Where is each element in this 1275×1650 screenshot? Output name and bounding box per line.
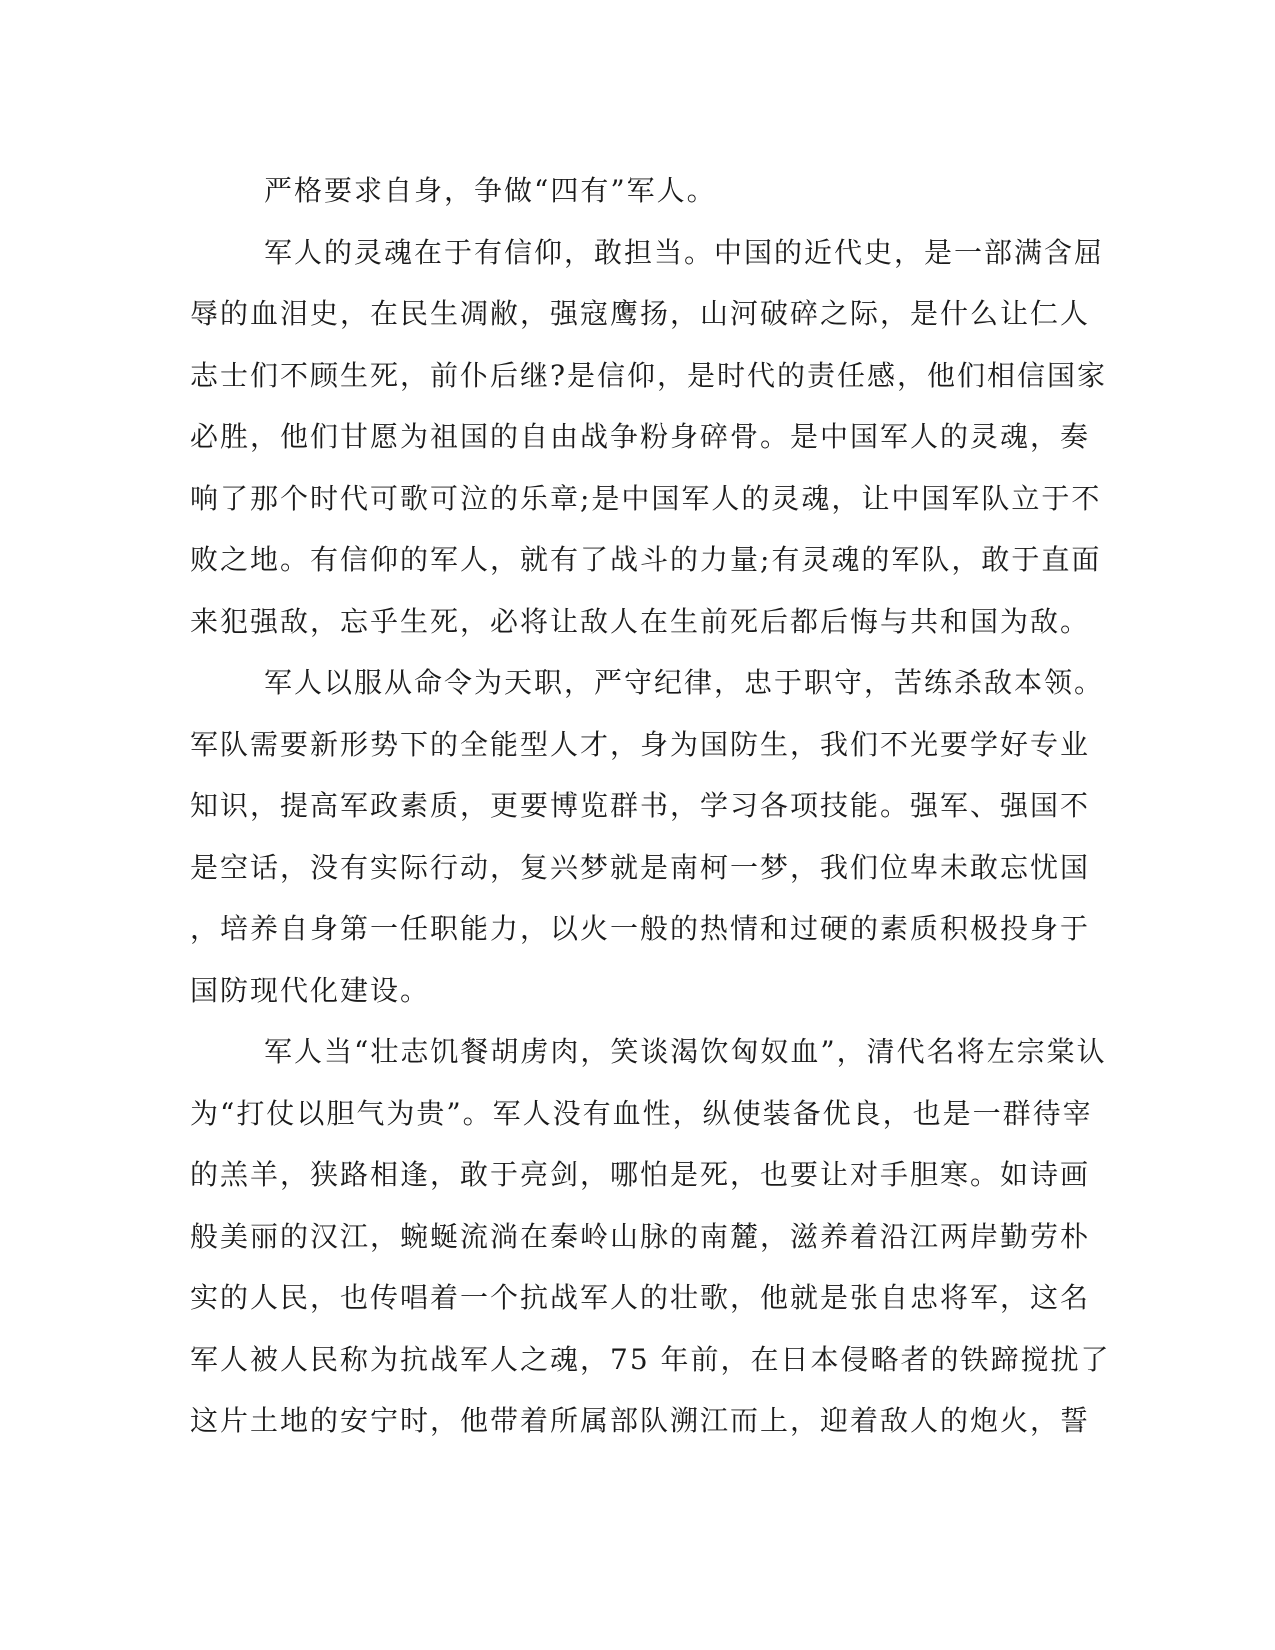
text-line: 为“打仗以胆气为贵”。军人没有血性，纵使装备优良，也是一群待宰 [190, 1096, 1093, 1130]
text-line: 是空话，没有实际行动，复兴梦就是南柯一梦，我们位卑未敢忘忧国 [190, 850, 1091, 884]
text-line: 军人以服从命令为天职，严守纪律，忠于职守，苦练杀敌本领。 [264, 666, 1105, 699]
text-line: 败之地。有信仰的军人，就有了战斗的力量;有灵魂的军队，敢于直面 [190, 543, 1102, 576]
text-line: 严格要求自身，争做“四有”军人。 [264, 174, 717, 207]
text-line: 军人被人民称为抗战军人之魂，75 年前，在日本侵略者的铁蹄搅扰了 [190, 1342, 1111, 1376]
text-line: 志士们不顾生死，前仆后继?是信仰，是时代的责任感，他们相信国家 [190, 358, 1108, 392]
text-line: 知识，提高军政素质，更要博览群书，学习各项技能。强军、强国不 [190, 789, 1091, 822]
text-line: 这片土地的安宁时，他带着所属部队溯江而上，迎着敌人的炮火，誓 [190, 1404, 1091, 1437]
text-line: 辱的血泪史，在民生凋敝，强寇鹰扬，山河破碎之际，是什么让仁人 [190, 297, 1091, 330]
text-line: 的羔羊，狭路相逢，敢于亮剑，哪怕是死，也要让对手胆寒。如诗画 [190, 1158, 1091, 1191]
text-line: 军人当“壮志饥餐胡虏肉，笑谈渴饮匈奴血”，清代名将左宗棠认 [264, 1035, 1107, 1068]
text-line: 军队需要新形势下的全能型人才，身为国防生，我们不光要学好专业 [190, 727, 1091, 761]
text-line: 来犯强敌，忘乎生死，必将让敌人在生前死后都后悔与共和国为敌。 [190, 604, 1091, 638]
text-line: 军人的灵魂在于有信仰，敢担当。中国的近代史，是一部满含屈 [264, 235, 1105, 269]
text-line: ，培养自身第一任职能力，以火一般的热情和过硬的素质积极投身于 [190, 912, 1091, 945]
text-line: 国防现代化建设。 [190, 973, 431, 1007]
text-line: 实的人民，也传唱着一个抗战军人的壮歌，他就是张自忠将军，这名 [190, 1281, 1091, 1314]
text-line: 响了那个时代可歌可泣的乐章;是中国军人的灵魂，让中国军队立于不 [190, 481, 1102, 515]
text-line: 必胜，他们甘愿为祖国的自由战争粉身碎骨。是中国军人的灵魂，奏 [190, 420, 1091, 453]
document-body [190, 160, 1111, 1452]
text-line: 般美丽的汉江，蜿蜒流淌在秦岭山脉的南麓，滋养着沿江两岸勤劳朴 [190, 1219, 1091, 1253]
